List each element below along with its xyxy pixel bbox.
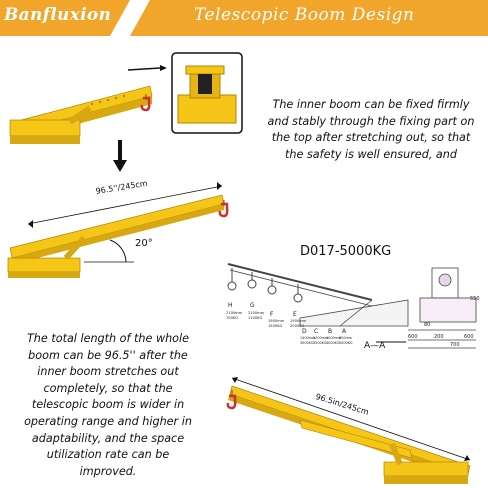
svg-text:1900mm: 1900mm bbox=[268, 319, 285, 323]
page-title: Telescopic Boom Design bbox=[194, 5, 415, 25]
length-label-3: 96.5in/245cm bbox=[314, 392, 370, 417]
svg-text:200: 200 bbox=[434, 334, 444, 340]
svg-text:1500KG: 1500KG bbox=[268, 324, 283, 328]
fixing-description: The inner boom can be fixed firmly and stably through the fixing part on the top after stretching out, so that the safety is well ensured, and bbox=[267, 98, 475, 161]
svg-text:C: C bbox=[314, 328, 319, 335]
boom-collapsed bbox=[10, 86, 152, 144]
svg-text:3500KG: 3500KG bbox=[313, 341, 327, 345]
section-label: A—A bbox=[364, 341, 386, 351]
svg-text:G: G bbox=[250, 302, 255, 309]
svg-text:1200mm: 1200mm bbox=[313, 336, 329, 340]
svg-text:850mm: 850mm bbox=[339, 336, 353, 340]
svg-text:5000KG: 5000KG bbox=[339, 341, 353, 345]
arrow-down bbox=[113, 140, 127, 172]
svg-text:1900mm: 1900mm bbox=[290, 319, 307, 323]
brand-name: Banfluxion bbox=[4, 5, 112, 25]
svg-text:1400mm: 1400mm bbox=[300, 336, 316, 340]
svg-text:F: F bbox=[270, 311, 274, 318]
svg-text:1000mm: 1000mm bbox=[326, 336, 342, 340]
svg-text:80: 80 bbox=[424, 322, 431, 328]
svg-text:600: 600 bbox=[464, 334, 474, 340]
svg-text:2100mm: 2100mm bbox=[248, 311, 265, 315]
svg-text:A: A bbox=[342, 328, 347, 335]
svg-text:700: 700 bbox=[450, 342, 460, 348]
svg-text:550: 550 bbox=[470, 296, 480, 302]
boom-extended bbox=[8, 182, 227, 278]
model-label: D017-5000KG bbox=[300, 244, 392, 259]
svg-text:2000KG: 2000KG bbox=[290, 324, 305, 328]
length-description: The total length of the whole boom can be 96.5'' after the inner boom stretches out completely, so that the telescopic boom is wider in operating range and higher in adaptability, and the space utilization rate can be improved. bbox=[24, 332, 192, 478]
svg-text:2100mm: 2100mm bbox=[226, 311, 243, 315]
angle-label: 20° bbox=[135, 238, 153, 249]
fixing-part-detail bbox=[172, 53, 242, 133]
svg-text:D: D bbox=[302, 328, 307, 335]
arrow-right bbox=[128, 65, 167, 71]
svg-text:4000KG: 4000KG bbox=[326, 341, 340, 345]
svg-text:600: 600 bbox=[408, 334, 418, 340]
svg-text:700KG: 700KG bbox=[226, 316, 239, 320]
svg-text:H: H bbox=[228, 302, 233, 309]
svg-text:B: B bbox=[328, 328, 333, 335]
svg-text:1100KG: 1100KG bbox=[248, 316, 263, 320]
length-label-1: 96.5''/245cm bbox=[95, 178, 149, 196]
boom-bottom bbox=[228, 377, 470, 484]
svg-text:3000KG: 3000KG bbox=[300, 341, 314, 345]
svg-text:E: E bbox=[293, 311, 297, 318]
